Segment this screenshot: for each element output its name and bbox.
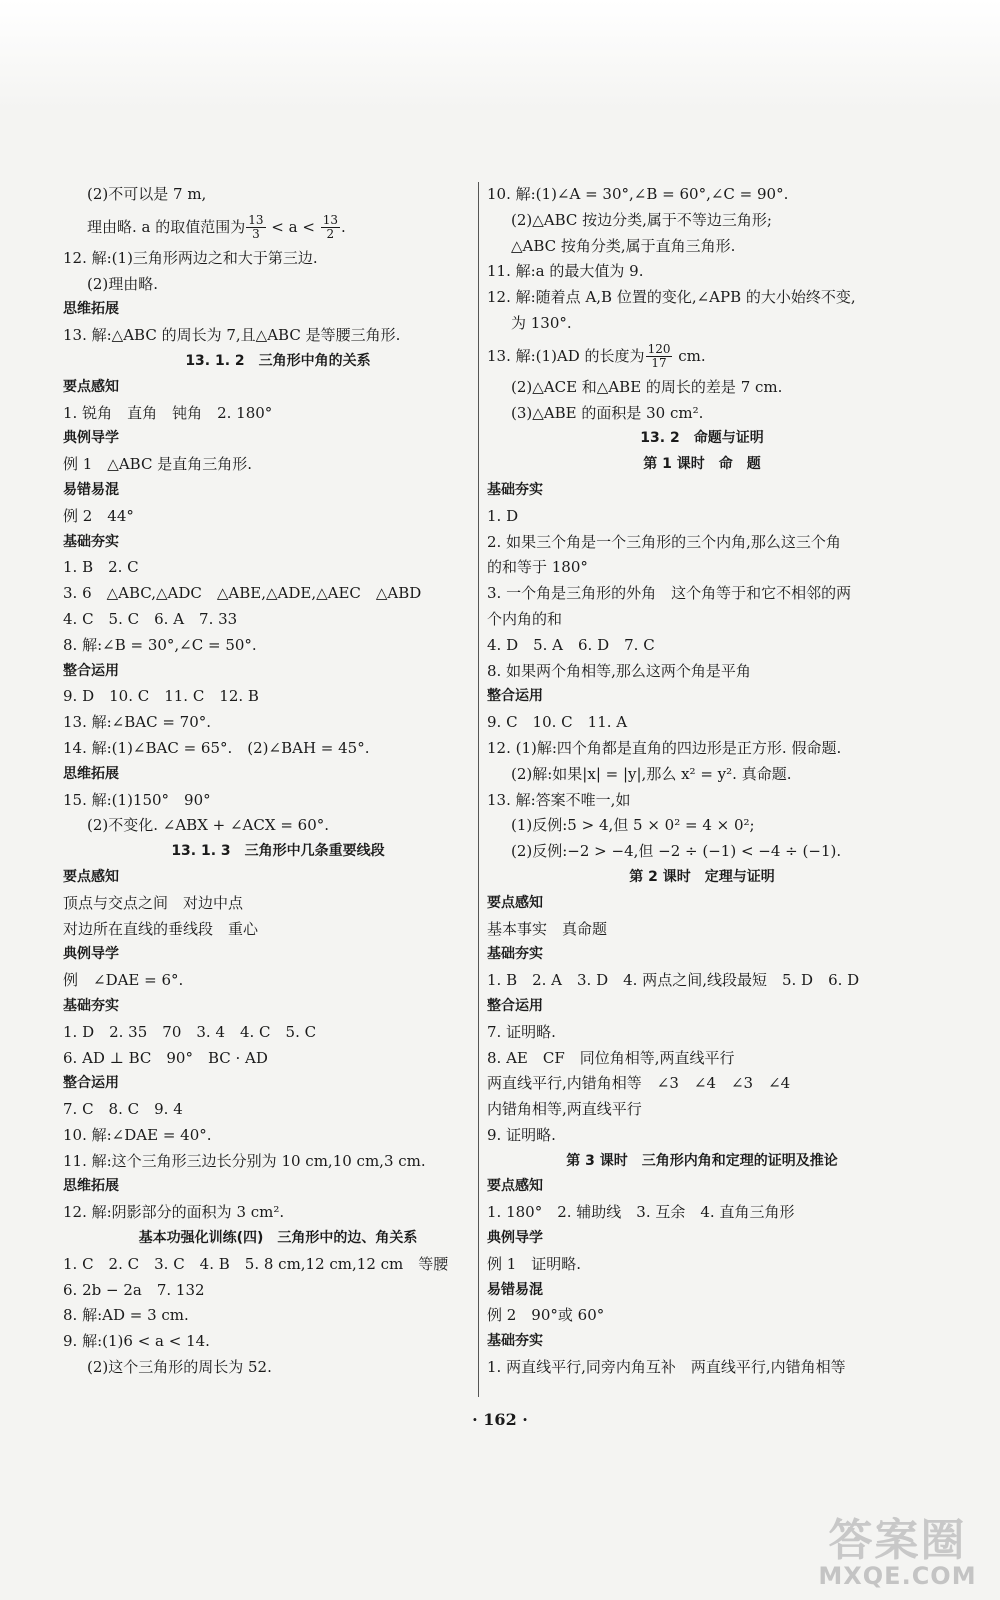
- line-text: 6. AD ⊥ BC 90° BC · AD: [63, 1048, 268, 1067]
- line-text: (2)△ABC 按边分类,属于不等边三角形;: [511, 210, 772, 229]
- line-text: 要点感知: [487, 1178, 543, 1195]
- line-text: 例 1 证明略.: [487, 1254, 582, 1273]
- answer-line: [63, 607, 493, 633]
- answer-line: [487, 659, 917, 685]
- answer-line: [63, 788, 493, 814]
- answer-line: [63, 1020, 493, 1046]
- line-text-part: cm.: [673, 346, 706, 365]
- line-text: 3. 一个角是三角形的外角 这个角等于和它不相邻的两: [487, 584, 852, 603]
- answer-line: [63, 208, 493, 246]
- line-text: (2)不可以是 7 m,: [87, 185, 207, 203]
- line-text: (2)解:如果|x| = |y|,那么 x² = y². 真命题.: [511, 764, 792, 783]
- line-text: 整合运用: [487, 688, 543, 705]
- answer-line: [487, 1252, 917, 1278]
- answer-line: [487, 1123, 917, 1149]
- line-text-part: < a <: [266, 217, 320, 236]
- answer-line: [487, 968, 917, 994]
- line-text: 典例导学: [63, 946, 119, 963]
- line-text: 15. 解:(1)150° 90°: [63, 790, 211, 809]
- answer-line: [63, 504, 493, 530]
- line-text: 基本功强化训练(四) 三角形中的边、角关系: [138, 1230, 418, 1247]
- answer-line: [63, 581, 493, 607]
- answer-line: [487, 375, 917, 401]
- answer-line: [487, 607, 917, 633]
- line-text: 基础夯实: [487, 481, 543, 498]
- section-heading: [63, 297, 493, 323]
- line-text: 顶点与交点之间 对边中点: [63, 893, 244, 912]
- answer-line: [63, 968, 493, 994]
- line-text: 11. 解:这个三角形三边长分别为 10 cm,10 cm,3 cm.: [63, 1151, 426, 1170]
- line-text: 9. C 10. C 11. A: [487, 713, 628, 732]
- answer-line: [63, 1355, 493, 1381]
- line-text: 要点感知: [487, 894, 543, 911]
- line-text: 整合运用: [63, 662, 119, 679]
- answer-line: [487, 259, 917, 285]
- line-text: 13. 解:△ABC 的周长为 7,且△ABC 是等腰三角形.: [63, 326, 401, 345]
- line-text: 1. 两直线平行,同旁内角互补 两直线平行,内错角相等: [487, 1358, 846, 1377]
- answer-line: [487, 555, 917, 581]
- column-divider: [478, 182, 479, 1397]
- answer-line: [63, 736, 493, 762]
- line-text: 易错易混: [487, 1281, 543, 1298]
- answer-line: [63, 555, 493, 581]
- answer-line: [487, 633, 917, 659]
- line-text: 13. 1. 3 三角形中几条重要线段: [171, 843, 385, 860]
- line-text: 11. 解:a 的最大值为 9.: [487, 262, 644, 281]
- section-heading: [487, 1226, 917, 1252]
- section-heading: [63, 659, 493, 685]
- answer-line: [487, 1303, 917, 1329]
- section-heading: [487, 942, 917, 968]
- section-heading: [63, 375, 493, 401]
- line-text: 1. 锐角 直角 钝角 2. 180°: [63, 403, 273, 422]
- section-heading: [487, 891, 917, 917]
- line-text: 对边所在直线的垂线段 重心: [63, 919, 259, 938]
- line-text: 1. B 2. A 3. D 4. 两点之间,线段最短 5. D 6. D: [487, 971, 860, 990]
- line-text: 1. D: [487, 506, 519, 525]
- answer-line: [63, 1278, 493, 1304]
- section-title: [487, 1149, 917, 1175]
- line-text: 基础夯实: [63, 997, 119, 1014]
- answer-line: [63, 182, 493, 208]
- line-text: (2)这个三角形的周长为 52.: [87, 1358, 272, 1377]
- answer-line: [487, 813, 917, 839]
- answer-line: [63, 272, 493, 298]
- line-text: 1. D 2. 35 70 3. 4 4. C 5. C: [63, 1022, 317, 1041]
- left-column: [63, 182, 493, 1381]
- line-text: 8. 如果两个角相等,那么这两个角是平角: [487, 661, 751, 680]
- line-text: 要点感知: [63, 868, 119, 885]
- line-text: 8. 解:AD = 3 cm.: [63, 1306, 189, 1325]
- fraction-numerator: 13: [248, 213, 264, 228]
- line-text: 13. 解:(1)AD 的长度为: [487, 346, 645, 365]
- line-text: 14. 解:(1)∠BAC = 65°. (2)∠BAH = 45°.: [63, 738, 370, 757]
- answer-line: [487, 839, 917, 865]
- line-text: 1. 180° 2. 辅助线 3. 互余 4. 直角三角形: [487, 1203, 795, 1222]
- line-text: (2)反例:−2 > −4,但 −2 ÷ (−1) < −4 ÷ (−1).: [511, 842, 842, 861]
- answer-line: [63, 1200, 493, 1226]
- line-text: (2)不变化. ∠ABX + ∠ACX = 60°.: [87, 816, 330, 835]
- line-text: (1)反例:5 > 4,但 5 × 0² = 4 × 0²;: [511, 816, 755, 835]
- line-text: 9. 解:(1)6 < a < 14.: [63, 1332, 210, 1351]
- line-text: 4. C 5. C 6. A 7. 33: [63, 609, 238, 628]
- line-text: 12. (1)解:四个角都是直角的四边形是正方形. 假命题.: [487, 738, 842, 757]
- answer-line: [63, 633, 493, 659]
- fraction: [321, 214, 340, 241]
- answer-line: [487, 710, 917, 736]
- line-text: 基本事实 真命题: [487, 919, 608, 938]
- section-title: [487, 426, 917, 452]
- fraction-denominator: 17: [651, 356, 667, 371]
- answer-line: [63, 1123, 493, 1149]
- line-text: 7. C 8. C 9. 4: [63, 1100, 183, 1119]
- section-heading: [63, 1174, 493, 1200]
- watermark-text: 答案圈: [828, 1515, 967, 1566]
- fraction-denominator: 3: [252, 227, 260, 242]
- line-text: 8. AE CF 同位角相等,两直线平行: [487, 1048, 735, 1067]
- line-text: 12. 解:(1)三角形两边之和大于第三边.: [63, 248, 318, 267]
- section-title: [63, 1226, 493, 1252]
- section-title: [487, 452, 917, 478]
- watermark-url: MXQE.COM: [818, 1562, 977, 1590]
- line-text: 例 ∠DAE = 6°.: [63, 971, 184, 990]
- line-text: 基础夯实: [487, 946, 543, 963]
- line-text: 13. 1. 2 三角形中角的关系: [185, 352, 371, 369]
- line-text: 8. 解:∠B = 30°,∠C = 50°.: [63, 635, 257, 654]
- line-text: 整合运用: [63, 1075, 119, 1092]
- line-text: (2)△ACE 和△ABE 的周长的差是 7 cm.: [511, 377, 783, 396]
- page-number: · 162 ·: [472, 1410, 528, 1429]
- line-text: 1. C 2. C 3. C 4. B 5. 8 cm,12 cm,12 cm 等腰: [63, 1254, 449, 1273]
- answer-line: [63, 1329, 493, 1355]
- line-text: 第 1 课时 命 题: [643, 456, 761, 473]
- line-text: 10. 解:(1)∠A = 30°,∠B = 60°,∠C = 90°.: [487, 185, 789, 203]
- section-heading: [487, 1329, 917, 1355]
- line-text: 第 3 课时 三角形内角和定理的证明及推论: [566, 1152, 838, 1169]
- line-text: 7. 证明略.: [487, 1022, 556, 1041]
- line-text: 3. 6 △ABC,△ADC △ABE,△ADE,△AEC △ABD: [63, 584, 422, 603]
- section-heading: [63, 478, 493, 504]
- line-text: 例 2 90°或 60°: [487, 1306, 605, 1325]
- answer-line: [487, 581, 917, 607]
- section-heading: [63, 942, 493, 968]
- section-title: [63, 839, 493, 865]
- answer-line: [63, 684, 493, 710]
- line-text: 12. 解:随着点 A,B 位置的变化,∠APB 的大小始终不变,: [487, 288, 856, 307]
- line-text-part: .: [340, 217, 346, 236]
- line-text: 思维拓展: [63, 765, 119, 782]
- fraction: [246, 214, 265, 241]
- line-text: 思维拓展: [63, 301, 119, 318]
- line-text: 易错易混: [63, 481, 119, 498]
- fraction-numerator: 120: [647, 342, 671, 357]
- line-text: 13. 解:∠BAC = 70°.: [63, 713, 212, 732]
- line-text: (3)△ABE 的面积是 30 cm².: [511, 403, 704, 422]
- answer-line: [487, 285, 917, 311]
- answer-line: [63, 710, 493, 736]
- line-text: 1. B 2. C: [63, 558, 139, 577]
- line-text: 两直线平行,内错角相等 ∠3 ∠4 ∠3 ∠4: [487, 1074, 791, 1093]
- section-heading: [487, 684, 917, 710]
- answer-line: [487, 762, 917, 788]
- watermark-logo: [810, 1500, 985, 1595]
- answer-line: [63, 452, 493, 478]
- line-text: 典例导学: [487, 1230, 543, 1247]
- line-text: 内错角相等,两直线平行: [487, 1100, 642, 1119]
- answer-line: [63, 401, 493, 427]
- line-text: △ABC 按角分类,属于直角三角形.: [511, 236, 736, 255]
- line-text: 基础夯实: [63, 533, 119, 550]
- answer-line: [487, 182, 917, 208]
- answer-line: [487, 1200, 917, 1226]
- line-text: 13. 解:答案不唯一,如: [487, 790, 631, 809]
- line-text: 2. 如果三个角是一个三角形的三个内角,那么这三个角: [487, 532, 841, 551]
- section-heading: [63, 1071, 493, 1097]
- answer-line: [487, 1071, 917, 1097]
- fraction: [646, 343, 673, 370]
- line-text: 例 2 44°: [63, 506, 134, 525]
- line-text: 理由略. a 的取值范围为: [87, 217, 246, 236]
- line-text: 为 130°.: [511, 313, 572, 332]
- answer-line: [487, 337, 917, 375]
- answer-line: [63, 917, 493, 943]
- answer-line: [487, 1046, 917, 1072]
- page-top-shade: [0, 0, 1000, 110]
- answer-line: [63, 1046, 493, 1072]
- line-text: 第 2 课时 定理与证明: [629, 868, 775, 885]
- section-heading: [63, 865, 493, 891]
- section-heading: [487, 478, 917, 504]
- line-text: 4. D 5. A 6. D 7. C: [487, 635, 655, 654]
- answer-line: [63, 323, 493, 349]
- answer-line: [487, 1020, 917, 1046]
- answer-line: [487, 504, 917, 530]
- answer-line: [63, 1149, 493, 1175]
- answer-line: [63, 891, 493, 917]
- answer-line: [487, 530, 917, 556]
- line-text: 12. 解:阴影部分的面积为 3 cm².: [63, 1203, 285, 1222]
- line-text: 典例导学: [63, 430, 119, 447]
- answer-line: [63, 1252, 493, 1278]
- answer-line: [63, 1303, 493, 1329]
- answer-line: [487, 401, 917, 427]
- line-text: 整合运用: [487, 997, 543, 1014]
- line-text: 例 1 △ABC 是直角三角形.: [63, 455, 252, 474]
- answer-line: [487, 208, 917, 234]
- line-text: (2)理由略.: [87, 274, 159, 293]
- answer-line: [63, 246, 493, 272]
- line-text: 思维拓展: [63, 1178, 119, 1195]
- fraction-numerator: 13: [322, 213, 338, 228]
- line-text: 9. D 10. C 11. C 12. B: [63, 687, 259, 706]
- section-heading: [63, 530, 493, 556]
- section-heading: [487, 1174, 917, 1200]
- section-heading: [487, 1278, 917, 1304]
- answer-line: [63, 813, 493, 839]
- answer-line: [487, 736, 917, 762]
- section-title: [487, 865, 917, 891]
- answer-line: [487, 917, 917, 943]
- answer-line: [487, 788, 917, 814]
- line-text: 6. 2b − 2a 7. 132: [63, 1280, 205, 1299]
- fraction-denominator: 2: [326, 227, 335, 242]
- line-text: 13. 2 命题与证明: [640, 430, 764, 447]
- answer-line: [487, 234, 917, 260]
- section-title: [63, 349, 493, 375]
- answer-line: [487, 1097, 917, 1123]
- section-heading: [63, 762, 493, 788]
- line-text: 9. 证明略.: [487, 1125, 556, 1144]
- answer-line: [63, 1097, 493, 1123]
- line-text: 基础夯实: [487, 1333, 543, 1350]
- line-text: 要点感知: [63, 378, 119, 395]
- answer-line: [487, 1355, 917, 1381]
- line-text: 10. 解:∠DAE = 40°.: [63, 1125, 212, 1144]
- line-text: 的和等于 180°: [487, 558, 588, 577]
- section-heading: [63, 426, 493, 452]
- section-heading: [63, 994, 493, 1020]
- section-heading: [487, 994, 917, 1020]
- line-text: 个内角的和: [487, 609, 563, 628]
- answer-line: [487, 311, 917, 337]
- right-column: [487, 182, 917, 1381]
